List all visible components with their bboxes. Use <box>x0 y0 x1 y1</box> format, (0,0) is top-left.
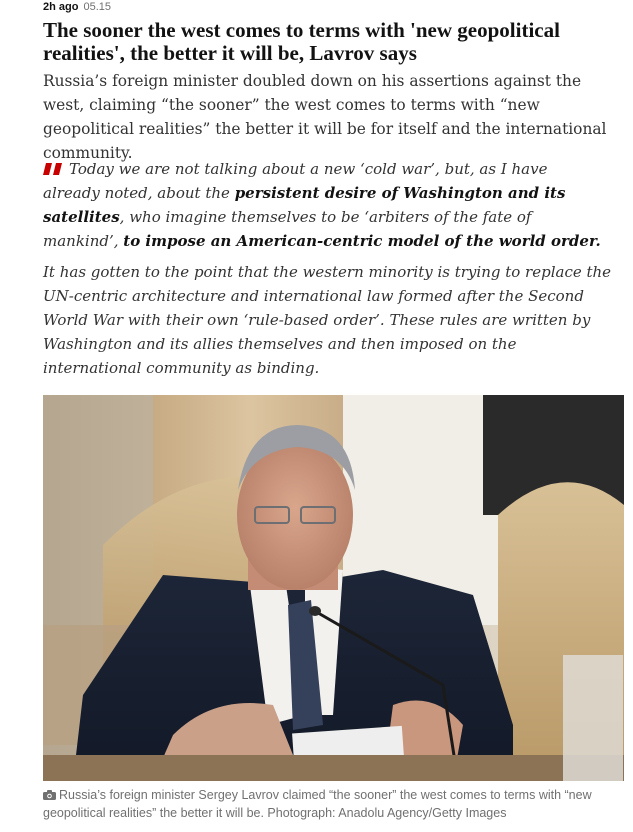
quote-text-1: Today we are not talking about a new ‘cold war’, but, as I have already noted, about the <box>43 160 548 202</box>
camera-icon <box>43 787 56 797</box>
photo-illustration <box>43 395 624 781</box>
caption-text: Russia’s foreign minister Sergey Lavrov claimed “the sooner” the west comes to terms with “new geopolitical realities” the better it will be. Photograph: Anadolu Agency/Getty Images <box>43 788 592 820</box>
headline: The sooner the west comes to terms with 'new geopolitical realities', the better it will be, Lavrov says <box>43 18 560 65</box>
pull-quote <box>43 157 603 253</box>
photo-caption <box>43 786 618 822</box>
timestamp <box>43 0 111 14</box>
relative-time: 2h ago <box>43 1 79 13</box>
quote-text-2: , who imagine themselves to be ‘arbiters of the fate of mankind’, <box>43 208 532 250</box>
quote-paragraph: It has gotten to the point that the western minority is trying to replace the UN-centric architecture and international law formed after the Second World War with their own ‘rule-based order’. These rules are written by Washington and its allies themselves and then imposed on the international community as binding. <box>43 263 612 377</box>
quote-mark-icon <box>43 158 65 170</box>
article-photo <box>43 395 624 781</box>
publish-time: 05.15 <box>83 1 111 13</box>
quote-emphasis-2: to impose an American-centric model of the world order. <box>123 232 601 250</box>
quote-emphasis-1: persistent desire of Washington and its satellites <box>43 184 566 226</box>
standfirst: Russia’s foreign minister doubled down on his assertions against the west, claiming “the sooner” the west comes to terms with “new geopolitical realities” the better it will be for itself and the international community. <box>43 72 607 162</box>
